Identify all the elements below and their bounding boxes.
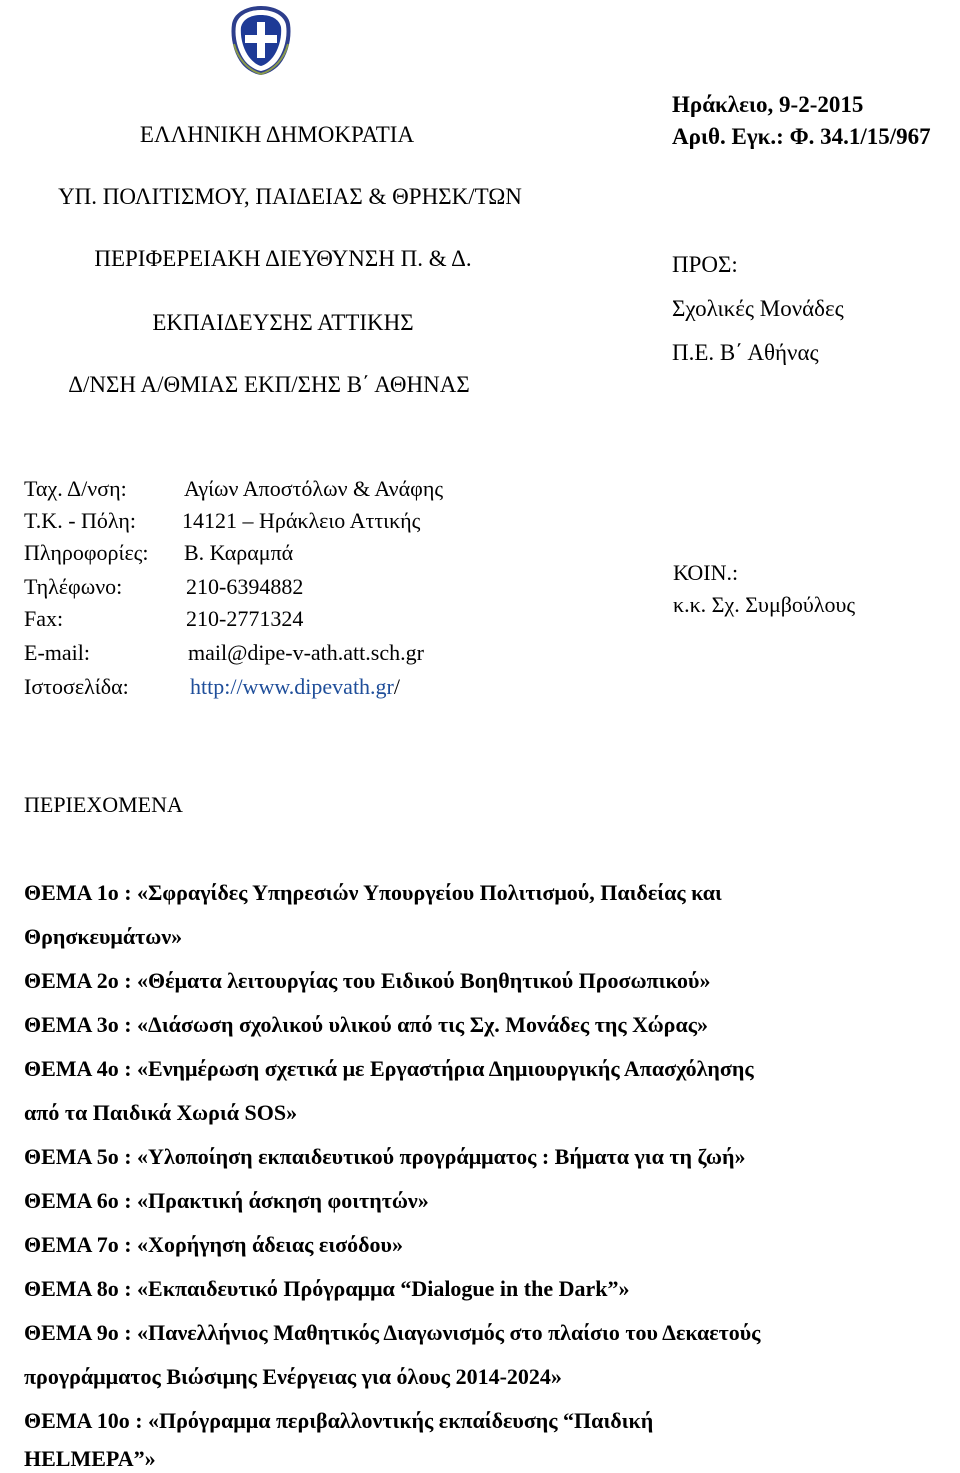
address-value: Αγίων Αποστόλων & Ανάφης xyxy=(184,476,444,501)
topic-line: ΘΕΜΑ 6ο : «Πρακτική άσκηση φοιτητών» xyxy=(24,1188,429,1213)
header-ministry: ΥΠ. ΠΟΛΙΤΙΣΜΟΥ, ΠΑΙΔΕΙΑΣ & ΘΡΗΣΚ/ΤΩΝ xyxy=(58,184,522,209)
website-suffix: / xyxy=(393,674,401,699)
topic-line: ΘΕΜΑ 9ο : «Πανελλήνιος Μαθητικός Διαγωνισμός στο πλαίσιο του Δεκαετούς xyxy=(24,1320,761,1345)
address-label: Ταχ. Δ/νση: xyxy=(24,476,127,501)
to-recipient-1: Σχολικές Μονάδες xyxy=(672,296,844,321)
topic-line: ΘΕΜΑ 8ο : «Εκπαιδευτικό Πρόγραμμα “Dialogue in the Dark”» xyxy=(24,1276,630,1301)
header-directorate: Δ/ΝΣΗ Α/ΘΜΙΑΣ ΕΚΠ/ΣΗΣ Β΄ ΑΘΗΝΑΣ xyxy=(68,372,470,397)
topic-line: ΘΕΜΑ 2ο : «Θέματα λειτουργίας του Ειδικού Βοηθητικού Προσωπικού» xyxy=(24,968,711,993)
greek-emblem-icon xyxy=(228,4,294,76)
topic-line: ΘΕΜΑ 3ο : «Διάσωση σχολικού υλικού από τις Σχ. Μονάδες της Χώρας» xyxy=(24,1012,709,1037)
info-value: Β. Καραμπά xyxy=(184,540,294,565)
header-regional-2: ΕΚΠΑΙΔΕΥΣΗΣ ΑΤΤΙΚΗΣ xyxy=(152,310,414,335)
email-label: E-mail: xyxy=(24,640,90,665)
cc-label: ΚΟΙΝ.: xyxy=(673,560,739,585)
topic-line: ΘΕΜΑ 4ο : «Ενημέρωση σχετικά με Εργαστήρια Δημιουργικής Απασχόλησης xyxy=(24,1056,754,1081)
info-label: Πληροφορίες: xyxy=(24,540,149,565)
website-value[interactable] xyxy=(190,674,400,700)
topic-line: ΘΕΜΑ 7ο : «Χορήγηση άδειας εισόδου» xyxy=(24,1232,403,1257)
topic-line: HELMEPA”» xyxy=(24,1446,156,1471)
reference-number: Αριθ. Εγκ.: Φ. 34.1/15/967 xyxy=(672,124,931,149)
topic-line: από τα Παιδικά Χωριά SOS» xyxy=(24,1100,298,1125)
phone-label: Τηλέφωνο: xyxy=(24,574,123,599)
topic-line: ΘΕΜΑ 10ο : «Πρόγραμμα περιβαλλοντικής εκπαίδευσης “Παιδική xyxy=(24,1408,654,1433)
website-link[interactable]: http://www.dipevath.gr xyxy=(190,674,394,699)
to-label: ΠΡΟΣ: xyxy=(672,252,738,277)
phone-value: 210-6394882 xyxy=(186,574,304,599)
fax-value: 210-2771324 xyxy=(186,606,304,631)
fax-label: Fax: xyxy=(24,606,64,631)
topic-line: προγράμματος Βιώσιμης Ενέργειας για όλους 2014-2024» xyxy=(24,1364,562,1389)
topic-line: Θρησκευμάτων» xyxy=(24,924,183,949)
topic-line: ΘΕΜΑ 1ο : «Σφραγίδες Υπηρεσιών Υπουργείου Πολιτισμού, Παιδείας και xyxy=(24,880,722,905)
topic-line: ΘΕΜΑ 5ο : «Υλοποίηση εκπαιδευτικού προγράμματος : Βήματα για τη ζωή» xyxy=(24,1144,746,1169)
to-recipient-2: Π.Ε. Β΄ Αθήνας xyxy=(672,340,819,365)
postal-label: Τ.Κ. - Πόλη: xyxy=(24,508,136,533)
cc-recipient: κ.κ. Σχ. Συμβούλους xyxy=(673,592,856,617)
email-value[interactable]: mail@dipe-v-ath.att.sch.gr xyxy=(188,640,424,665)
postal-value: 14121 – Ηράκλειο Αττικής xyxy=(182,508,421,533)
website-label: Ιστοσελίδα: xyxy=(24,674,129,699)
contents-title: ΠΕΡΙΕΧΟΜΕΝΑ xyxy=(24,792,183,817)
header-regional-1: ΠΕΡΙΦΕΡΕΙΑΚΗ ΔΙΕΥΘΥΝΣΗ Π. & Δ. xyxy=(94,246,472,271)
place-date: Ηράκλειο, 9-2-2015 xyxy=(672,92,864,117)
header-country: ΕΛΛΗΝΙΚΗ ΔΗΜΟΚΡΑΤΙΑ xyxy=(139,122,415,147)
